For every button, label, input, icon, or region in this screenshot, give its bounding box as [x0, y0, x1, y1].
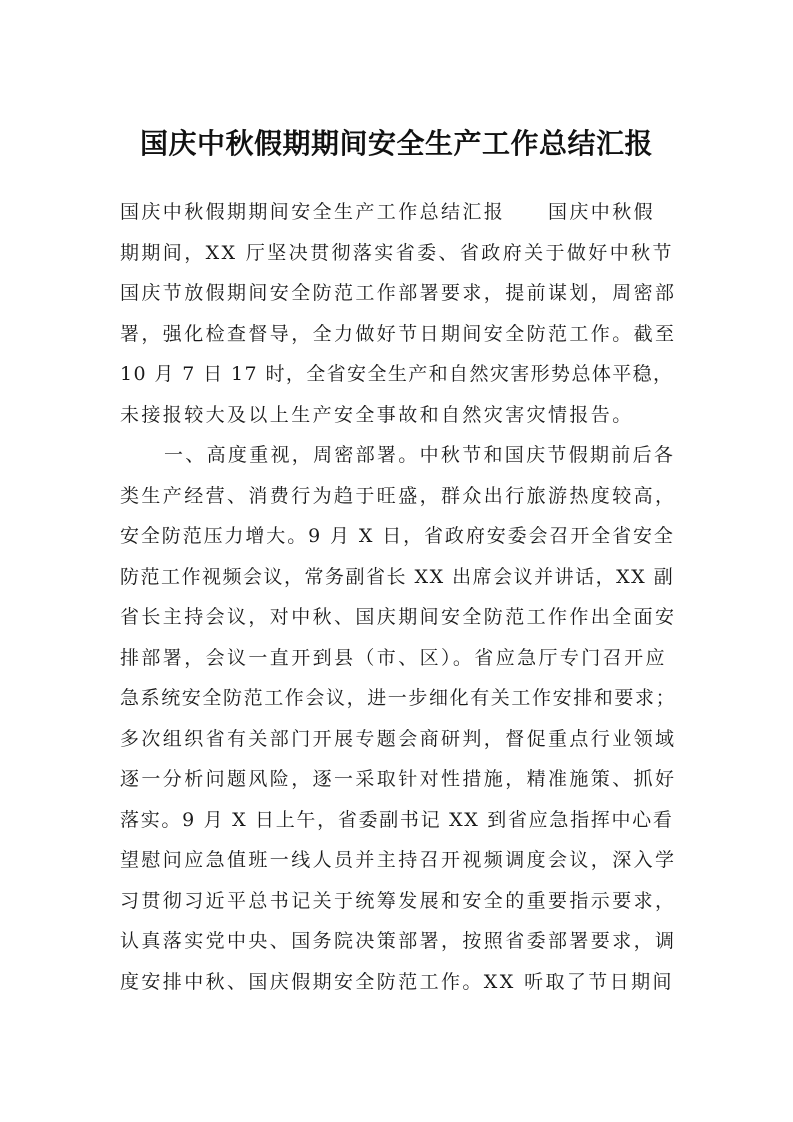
body-line: 认真落实党中央、国务院决策部署，按照省委部署要求，调 — [120, 930, 677, 952]
body-line: 未接报较大及以上生产安全事故和自然灾害灾情报告。 — [120, 403, 634, 426]
body-line: 期期间，XX 厅坚决贯彻落实省委、省政府关于做好中秋节 — [120, 241, 674, 264]
document-body — [120, 192, 676, 1002]
body-line: 多次组织省有关部门开展专题会商研判，督促重点行业领域 — [120, 727, 677, 750]
body-line: 急系统安全防范工作会议，进一步细化有关工作安排和要求； — [120, 687, 677, 709]
body-line: 10 月 7 日 17 时，全省安全生产和自然灾害形势总体平稳， — [120, 363, 674, 385]
body-line: 逐一分析问题风险，逐一采取针对性措施，精准施策、抓好 — [120, 768, 677, 790]
body-line: 安全防范压力增大。9 月 X 日，省政府安委会召开全省安全 — [120, 525, 675, 547]
body-line: 省长主持会议，对中秋、国庆期间安全防范工作作出全面安 — [120, 606, 677, 628]
body-line: 类生产经营、消费行为趋于旺盛，群众出行旅游热度较高， — [120, 484, 677, 507]
document-title: 国庆中秋假期期间安全生产工作总结汇报 — [139, 127, 653, 160]
body-line: 防范工作视频会议，常务副省长 XX 出席会议并讲话，XX 副 — [120, 565, 675, 588]
body-line: 国庆中秋假期期间安全生产工作总结汇报 国庆中秋假 — [120, 201, 656, 223]
body-line: 望慰问应急值班一线人员并主持召开视频调度会议，深入学 — [120, 849, 677, 871]
body-line: 国庆节放假期间安全防范工作部署要求，提前谋划，周密部 — [120, 282, 677, 304]
body-line: 习贯彻习近平总书记关于统筹发展和安全的重要指示要求， — [120, 889, 677, 912]
body-line: 度安排中秋、国庆假期安全防范工作。XX 听取了节日期间 — [120, 970, 674, 993]
body-line: 落实。9 月 X 日上午，省委副书记 XX 到省应急指挥中心看 — [120, 808, 674, 831]
body-line: 署，强化检查督导，全力做好节日期间安全防范工作。截至 — [120, 322, 677, 345]
body-line: 排部署，会议一直开到县（市、区）。省应急厅专门召开应 — [120, 646, 667, 669]
paragraph-start-line: 一、高度重视，周密部署。中秋节和国庆节假期前后各 — [164, 444, 676, 466]
